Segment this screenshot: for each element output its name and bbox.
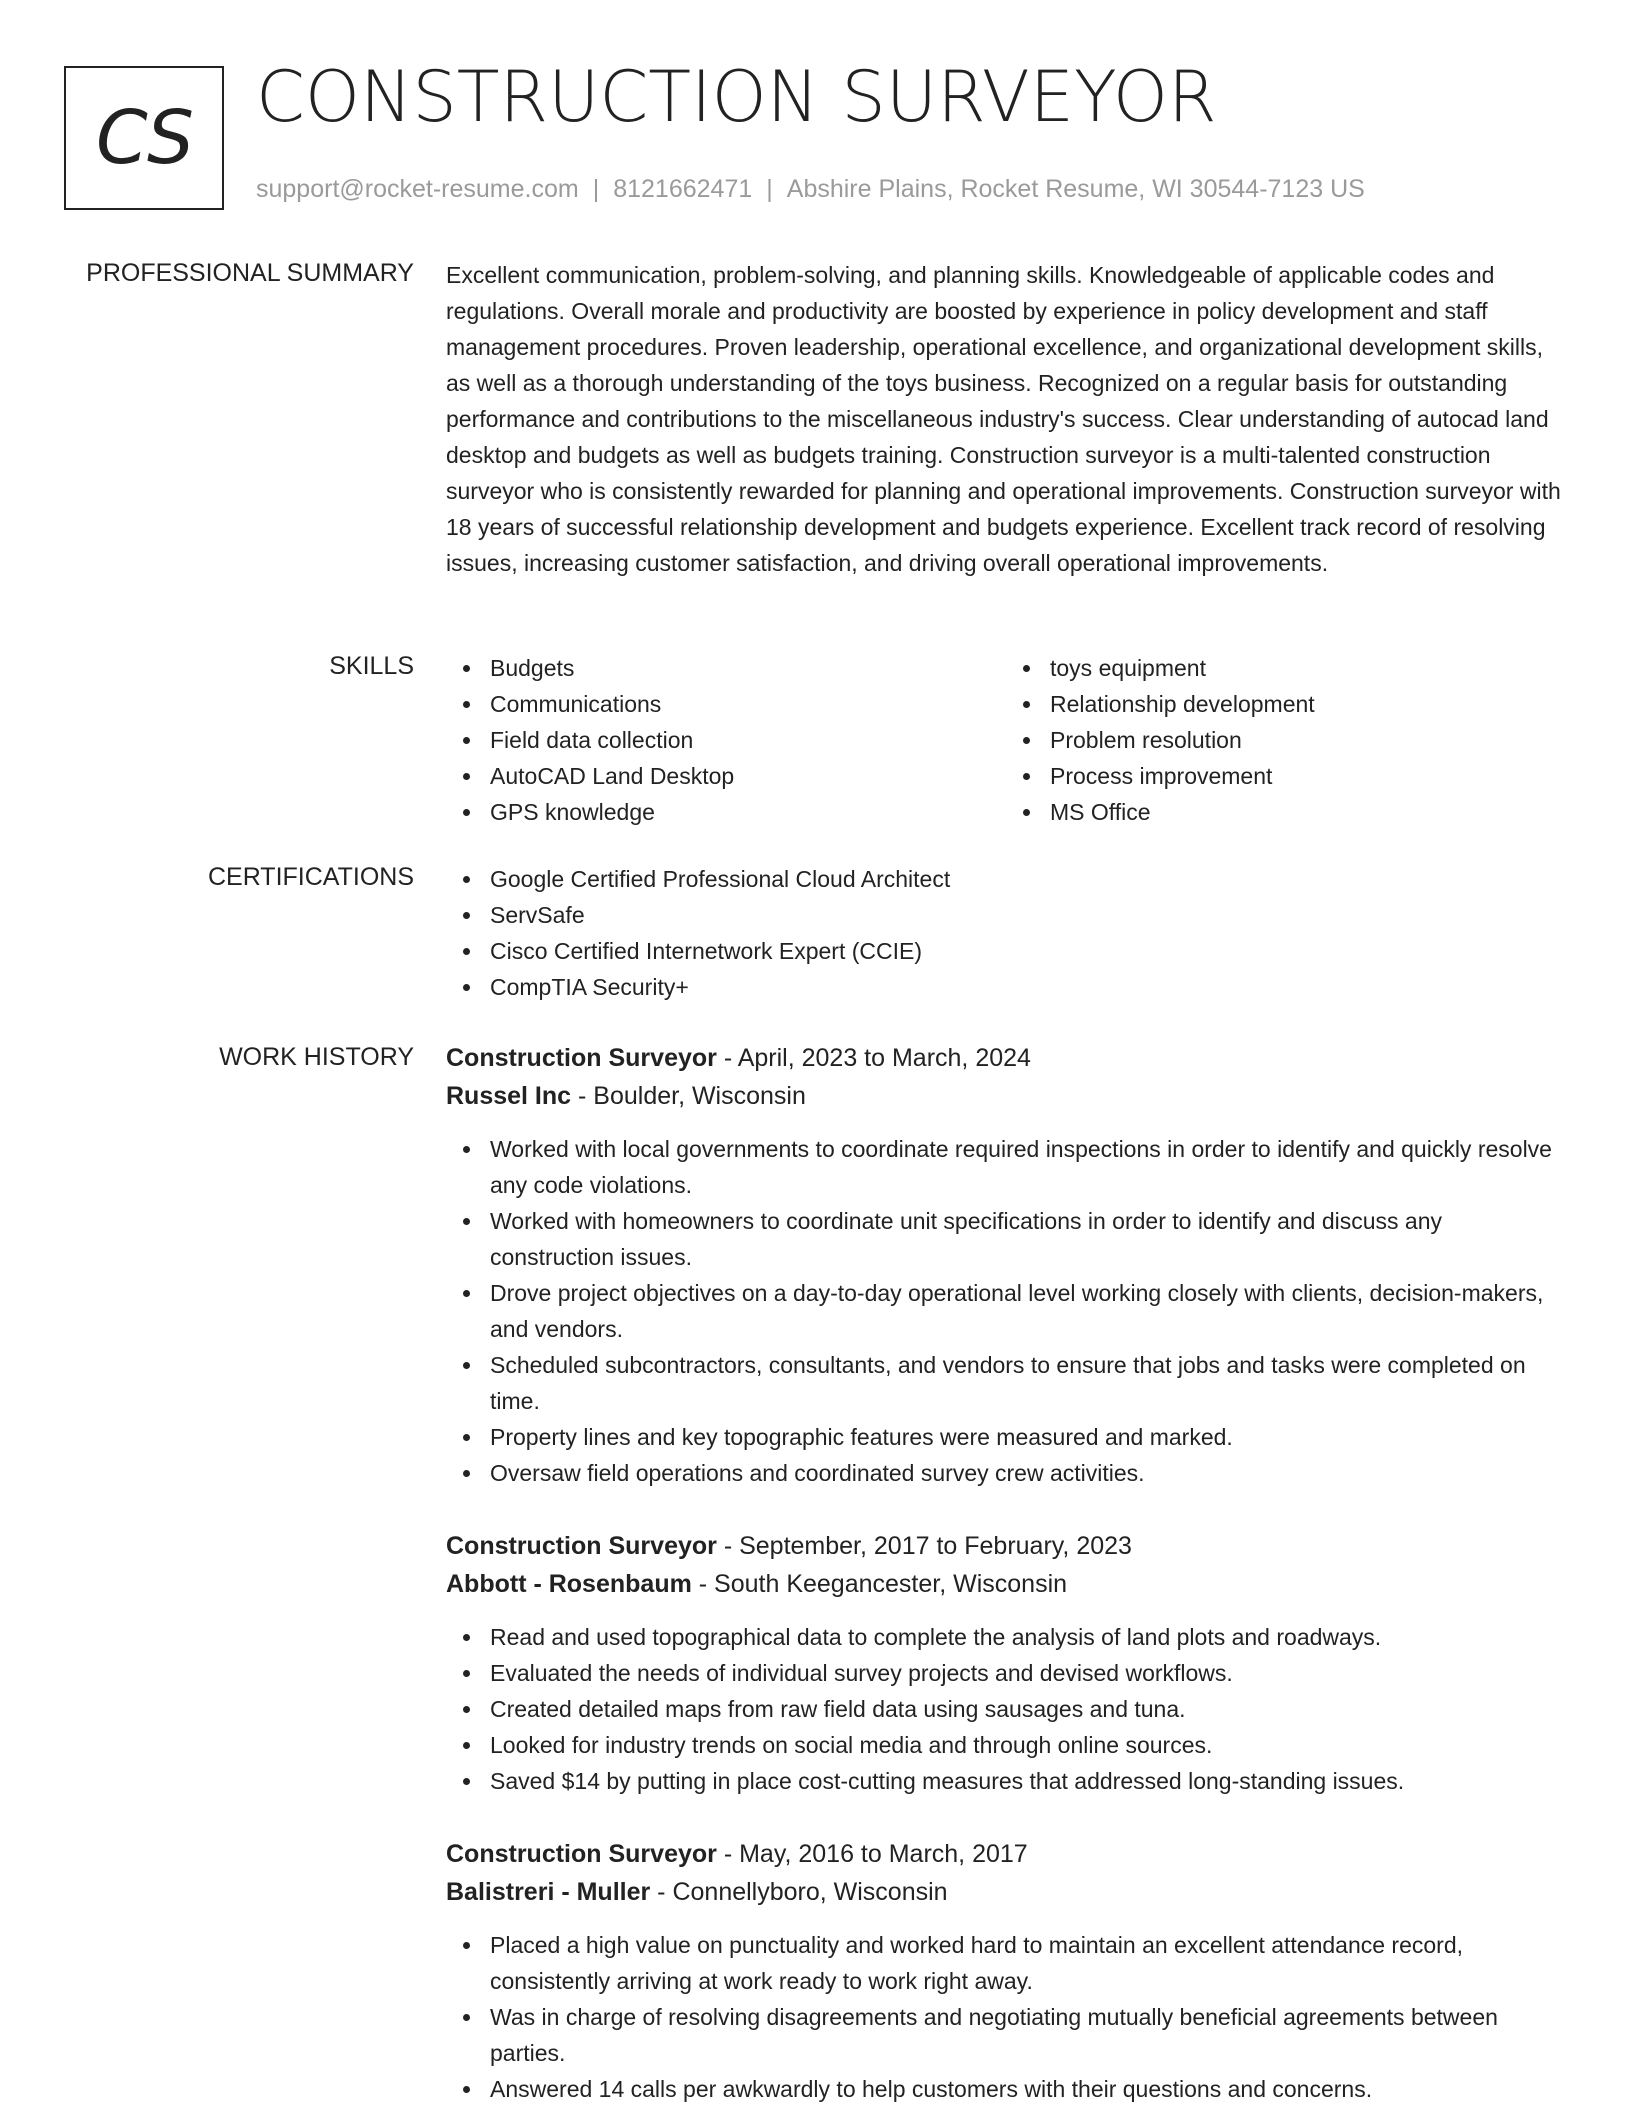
contact-address: Abshire Plains, Rocket Resume, WI 30544-7123 US [786,175,1365,203]
list-item: Drove project objectives on a day-to-day operational level working closely with clients, decision-makers, and vendors. [490,1275,1566,1347]
list-item: Read and used topographical data to complete the analysis of land plots and roadways. [490,1619,1566,1655]
summary-body [446,257,1566,581]
job-location: - South Keegancester, Wisconsin [691,1570,1068,1598]
contact-separator: | [766,175,773,203]
list-item: Placed a high value on punctuality and worked hard to maintain an excellent attendance record, consistently arriving at work ready to work right away. [490,1927,1566,1999]
list-item: Process improvement [1050,758,1566,794]
skills-heading: SKILLS [329,652,414,680]
resume-title: CONSTRUCTION SURVEYOR [256,56,1217,138]
list-item: Communications [490,686,1006,722]
skills-list-right [1006,650,1566,830]
job-bullets [446,1927,1566,2107]
list-item: Scheduled subcontractors, consultants, and vendors to ensure that jobs and tasks were completed on time. [490,1347,1566,1419]
job-dates: - September, 2017 to February, 2023 [716,1532,1132,1560]
job-company: Russel Inc [446,1082,572,1110]
job-company-line [446,1565,1566,1603]
list-item: Evaluated the needs of individual survey projects and devised workflows. [490,1655,1566,1691]
job-entry [446,1039,1566,1491]
list-item: GPS knowledge [490,794,1006,830]
job-location: - Connellyboro, Wisconsin [650,1878,948,1906]
list-item: ServSafe [490,897,1566,933]
summary-heading: PROFESSIONAL SUMMARY [86,259,414,287]
skills-list-left [446,650,1006,830]
job-title: Construction Surveyor [446,1840,717,1868]
job-title-line [446,1527,1566,1565]
work-history-heading: WORK HISTORY [219,1043,414,1071]
list-item: Created detailed maps from raw field data using sausages and tuna. [490,1691,1566,1727]
list-item: Worked with homeowners to coordinate unit specifications in order to identify and discuss any construction issues. [490,1203,1566,1275]
certifications-body [446,861,1566,1005]
list-item: Looked for industry trends on social media and through online sources. [490,1727,1566,1763]
certifications-list [446,861,1566,1005]
list-item: MS Office [1050,794,1566,830]
job-company-line [446,1077,1566,1115]
list-item: CompTIA Security+ [490,969,1566,1005]
job-dates: - April, 2023 to March, 2024 [716,1044,1031,1072]
contact-phone: 8121662471 [613,175,753,203]
list-item: Field data collection [490,722,1006,758]
list-item: toys equipment [1050,650,1566,686]
list-item: Answered 14 calls per awkwardly to help customers with their questions and concerns. [490,2071,1566,2107]
list-item: Relationship development [1050,686,1566,722]
list-item: Was in charge of resolving disagreements and negotiating mutually beneficial agreements between parties. [490,1999,1566,2071]
job-title: Construction Surveyor [446,1532,717,1560]
job-bullets [446,1619,1566,1799]
work-history-body [446,1039,1566,2107]
skills-body [446,650,1566,830]
list-item: Problem resolution [1050,722,1566,758]
list-item: Budgets [490,650,1006,686]
job-company: Balistreri - Muller [446,1878,651,1906]
job-title-line [446,1039,1566,1077]
list-item: Property lines and key topographic features were measured and marked. [490,1419,1566,1455]
job-company: Abbott - Rosenbaum [446,1570,692,1598]
contact-email: support@rocket-resume.com [256,175,579,203]
job-title: Construction Surveyor [446,1044,717,1072]
list-item: AutoCAD Land Desktop [490,758,1006,794]
list-item: Saved $14 by putting in place cost-cutting measures that addressed long-standing issues. [490,1763,1566,1799]
monogram-logo: CS [64,66,224,210]
job-entry [446,1835,1566,2107]
contact-separator: | [592,175,600,203]
list-item: Google Certified Professional Cloud Architect [490,861,1566,897]
certifications-heading: CERTIFICATIONS [207,863,414,891]
list-item: Worked with local governments to coordinate required inspections in order to identify and quickly resolve any code violations. [490,1131,1566,1203]
job-company-line [446,1873,1566,1911]
job-location: - Boulder, Wisconsin [571,1082,806,1110]
job-dates: - May, 2016 to March, 2017 [716,1840,1028,1868]
job-title-line [446,1835,1566,1873]
summary-text: Excellent communication, problem-solving, and planning skills. Knowledgeable of applicable codes and regulations. Overall morale and productivity are boosted by experience in policy development and staff management procedures. Proven leadership, operational excellence, and organizational development skills, as well as a thorough understanding of the toys business. Recognized on a regular basis for outstanding performance and contributions to the miscellaneous industry's success. Clear understanding of autocad land desktop and budgets as well as budgets training. Construction surveyor is a multi-talented construction surveyor who is consistently rewarded for planning and operational improvements. Construction surveyor with 18 years of successful relationship development and budgets experience. Excellent track record of resolving issues, increasing customer satisfaction, and driving overall operational improvements. [446,262,1561,576]
list-item: Oversaw field operations and coordinated survey crew activities. [490,1455,1566,1491]
job-bullets [446,1131,1566,1491]
job-entry [446,1527,1566,1799]
contact-line [256,175,1365,204]
list-item: Cisco Certified Internetwork Expert (CCIE) [490,933,1566,969]
